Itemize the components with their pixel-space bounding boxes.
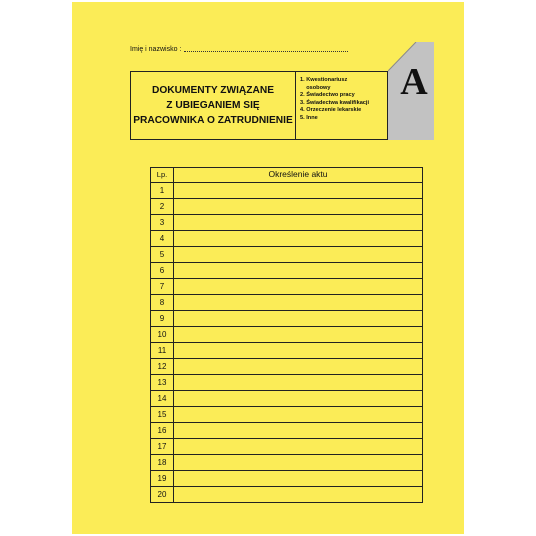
row-number: 18 bbox=[151, 455, 174, 471]
table-row[interactable] bbox=[151, 391, 422, 407]
table-row[interactable] bbox=[151, 471, 422, 487]
row-number: 6 bbox=[151, 263, 174, 279]
table-row[interactable] bbox=[151, 327, 422, 343]
row-number: 1 bbox=[151, 183, 174, 199]
name-label: Imię i nazwisko : bbox=[130, 46, 182, 53]
row-number: 8 bbox=[151, 295, 174, 311]
row-number: 5 bbox=[151, 247, 174, 263]
column-header-lp: Lp. bbox=[151, 168, 174, 182]
name-dotted-line bbox=[184, 51, 348, 52]
row-number: 13 bbox=[151, 375, 174, 391]
list-item: 3. Świadectwa kwalifikacji bbox=[300, 99, 370, 106]
table-header bbox=[151, 168, 422, 183]
list-item: 5. Inne bbox=[300, 114, 318, 121]
row-number: 2 bbox=[151, 199, 174, 215]
row-number: 10 bbox=[151, 327, 174, 343]
table-row[interactable] bbox=[151, 439, 422, 455]
list-item: 1. Kwestionariusz osobowy bbox=[300, 77, 348, 91]
table-row[interactable] bbox=[151, 215, 422, 231]
document-list bbox=[300, 77, 388, 123]
list-item: 2. Świadectwo pracy bbox=[300, 92, 355, 99]
row-number: 19 bbox=[151, 471, 174, 487]
name-field[interactable] bbox=[130, 46, 348, 53]
document-cover bbox=[72, 2, 464, 534]
table-row[interactable] bbox=[151, 295, 422, 311]
table-row[interactable] bbox=[151, 247, 422, 263]
table-row[interactable] bbox=[151, 359, 422, 375]
row-number: 14 bbox=[151, 391, 174, 407]
row-number: 3 bbox=[151, 215, 174, 231]
table-row[interactable] bbox=[151, 455, 422, 471]
row-number: 7 bbox=[151, 279, 174, 295]
tab-letter: A bbox=[400, 61, 428, 103]
title-line: Z UBIEGANIEM SIĘ bbox=[166, 100, 260, 111]
row-number: 12 bbox=[151, 359, 174, 375]
title-line: DOKUMENTY ZWIĄZANE bbox=[151, 85, 275, 96]
table-row[interactable] bbox=[151, 183, 422, 199]
table-row[interactable] bbox=[151, 311, 422, 327]
table-row[interactable] bbox=[151, 231, 422, 247]
section-tab bbox=[388, 42, 434, 140]
table-row[interactable] bbox=[151, 279, 422, 295]
list-item: 4. Orzeczenie lekarskie bbox=[300, 107, 362, 114]
column-header-act: Określenie aktu bbox=[268, 169, 328, 179]
header-box bbox=[130, 71, 388, 140]
table-row[interactable] bbox=[151, 343, 422, 359]
table-row[interactable] bbox=[151, 375, 422, 391]
row-number: 4 bbox=[151, 231, 174, 247]
row-number: 17 bbox=[151, 439, 174, 455]
table-row[interactable] bbox=[151, 423, 422, 439]
acts-table bbox=[150, 167, 423, 503]
row-number: 16 bbox=[151, 423, 174, 439]
row-number: 20 bbox=[151, 487, 174, 503]
row-number: 15 bbox=[151, 407, 174, 423]
row-number: 9 bbox=[151, 311, 174, 327]
table-row[interactable] bbox=[151, 263, 422, 279]
document-title bbox=[131, 72, 296, 139]
table-row[interactable] bbox=[151, 407, 422, 423]
table-body bbox=[151, 183, 422, 503]
table-row[interactable] bbox=[151, 487, 422, 503]
table-row[interactable] bbox=[151, 199, 422, 215]
row-number: 11 bbox=[151, 343, 174, 359]
title-line: PRACOWNIKA O ZATRUDNIENIE bbox=[133, 115, 293, 126]
